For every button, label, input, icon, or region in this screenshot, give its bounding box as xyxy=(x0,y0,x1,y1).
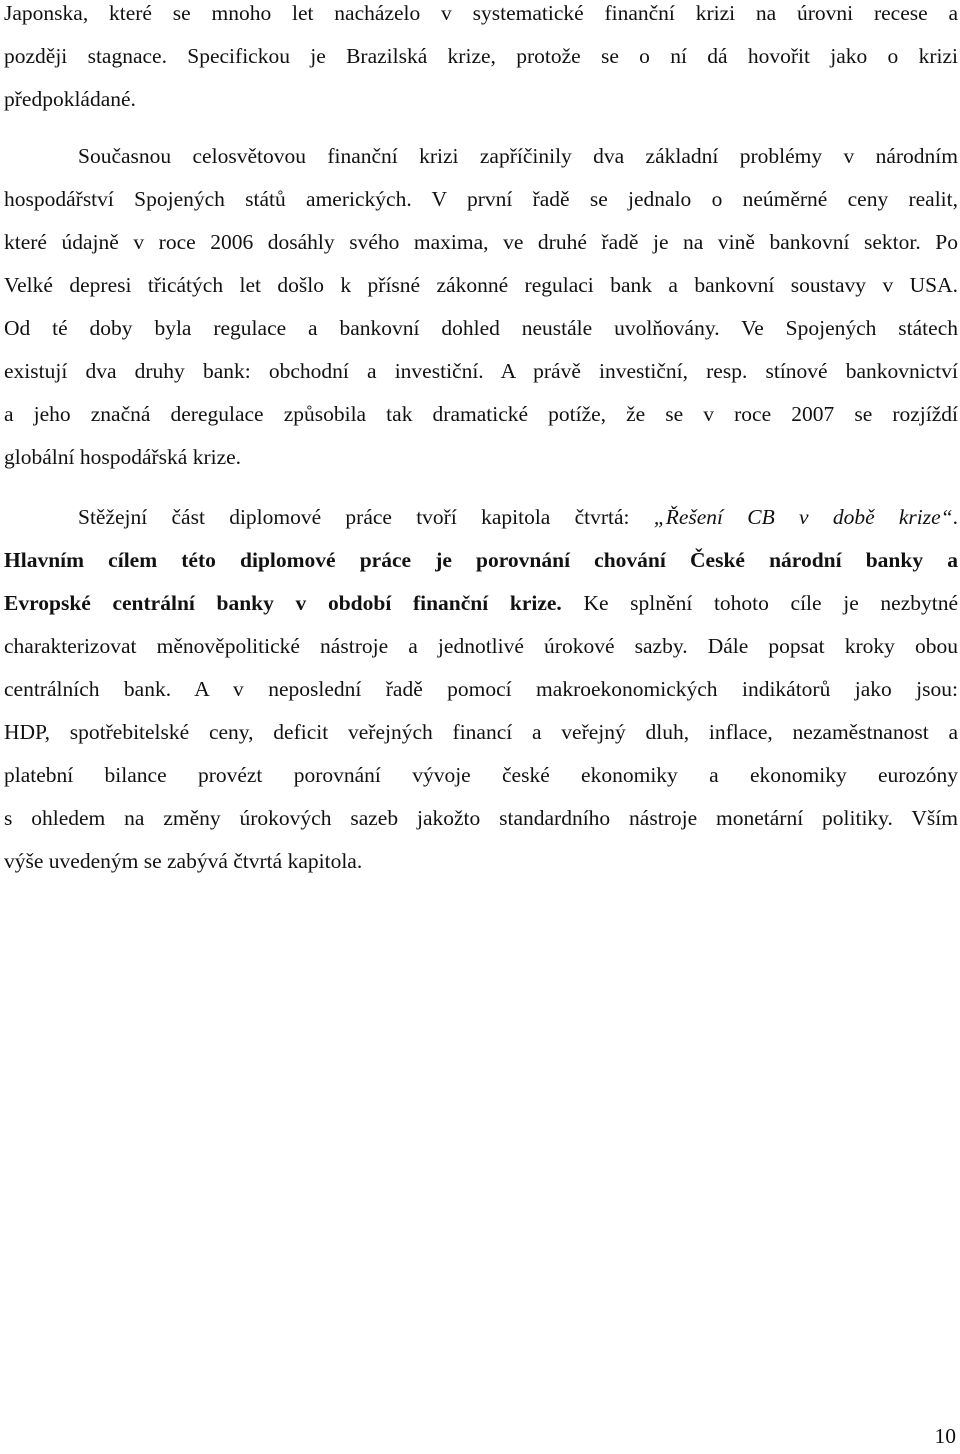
text-line xyxy=(4,674,958,704)
text-run: a jeho značná deregulace způsobila tak dramatické potíže, že se v roce 2007 se rozjíždí xyxy=(4,402,958,426)
text-run: Stěžejní část diplomové práce tvoří kapitola čtvrtá: xyxy=(78,505,654,529)
text-run: hospodářství Spojených států amerických. V první řadě se jednalo o neúměrné ceny realit, xyxy=(4,187,958,211)
text-run: centrálních bank. A v neposlední řadě pomocí makroekonomických indikátorů jako jsou: xyxy=(4,677,958,701)
text-line xyxy=(78,502,958,532)
text-line xyxy=(4,803,958,833)
text-run: výše uvedeným se zabývá čtvrtá kapitola. xyxy=(4,849,363,873)
text-line xyxy=(4,0,958,28)
text-run: HDP, spotřebitelské ceny, deficit veřejných financí a veřejný dluh, inflace, nezaměstnanost a xyxy=(4,720,958,744)
text-line xyxy=(4,545,958,575)
text-run: Ke splnění tohoto cíle je nezbytné xyxy=(561,591,958,615)
text-line xyxy=(4,588,958,618)
text-line xyxy=(4,399,958,429)
text-line xyxy=(78,141,958,171)
text-run: Od té doby byla regulace a bankovní dohled neustále uvolňovány. Ve Spojených státech xyxy=(4,316,958,340)
text-line xyxy=(4,184,958,214)
text-run: Japonska, které se mnoho let nacházelo v systematické finanční krizi na úrovni recese a xyxy=(4,1,958,25)
text-run: charakterizovat měnověpolitické nástroje a jednotlivé úrokové sazby. Dále popsat kroky obou xyxy=(4,634,958,658)
text-line xyxy=(4,442,958,472)
text-run: Velké depresi třicátých let došlo k přísné zákonné regulaci bank a bankovní soustavy v USA. xyxy=(4,273,958,297)
text-run: Současnou celosvětovou finanční krizi zapříčinily dva základní problémy v národním xyxy=(78,144,958,168)
text-line xyxy=(4,41,958,71)
page-number: 10 xyxy=(934,1424,956,1448)
text-line xyxy=(4,227,958,257)
text-line xyxy=(4,356,958,386)
bold-text-run: Evropské centrální banky v období finanční krize. xyxy=(4,591,562,615)
chapter-title-italic: „Řešení CB v době krize“ xyxy=(653,505,953,529)
text-run: předpokládané. xyxy=(4,87,136,111)
text-run: existují dva druhy bank: obchodní a investiční. A právě investiční, resp. stínové bankovnictví xyxy=(4,359,958,383)
text-line xyxy=(4,270,958,300)
text-line xyxy=(4,631,958,661)
text-line xyxy=(4,846,958,876)
text-run: platební bilance provézt porovnání vývoje české ekonomiky a ekonomiky eurozóny xyxy=(4,763,958,787)
text-run: globální hospodářská krize. xyxy=(4,445,242,469)
text-line xyxy=(4,313,958,343)
text-run: které údajně v roce 2006 dosáhly svého maxima, ve druhé řadě je na vině bankovní sektor. Po xyxy=(4,230,958,254)
text-line xyxy=(4,717,958,747)
text-line xyxy=(4,84,958,114)
text-run: později stagnace. Specifickou je Brazilská krize, protože se o ní dá hovořit jako o krizi xyxy=(4,44,958,68)
text-line xyxy=(4,760,958,790)
text-run: . xyxy=(952,505,958,529)
text-run: s ohledem na změny úrokových sazeb jakožto standardního nástroje monetární politiky. Vším xyxy=(4,806,958,830)
bold-text-run: Hlavním cílem této diplomové práce je porovnání chování České národní banky a xyxy=(4,548,958,572)
